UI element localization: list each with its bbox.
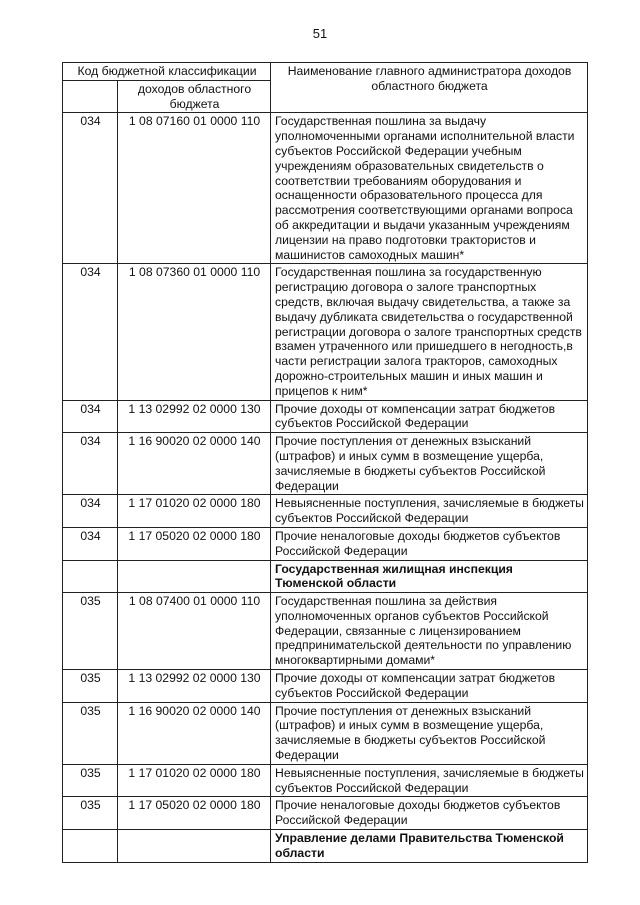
revenue-code-cell: 1 08 07160 01 0000 110 (118, 113, 271, 264)
page-number: 51 (312, 26, 328, 41)
budget-classification-table (62, 62, 588, 863)
revenue-code-cell: 1 16 90020 02 0000 140 (118, 433, 271, 495)
revenue-name-cell: Прочие доходы от компенсации затрат бюджетов субъектов Российской Федерации (271, 670, 588, 703)
admin-code-cell: 034 (63, 400, 118, 433)
revenue-code-cell: 1 08 07360 01 0000 110 (118, 264, 271, 400)
admin-code-cell (63, 560, 118, 593)
table-body (63, 113, 588, 862)
table-row (63, 797, 588, 830)
header-administrator-name: Наименование главного администратора доходов областного бюджета (271, 63, 588, 113)
revenue-name-cell: Государственная жилищная инспекция Тюменской области (271, 560, 588, 593)
table-row (63, 495, 588, 528)
revenue-name-cell: Прочие поступления от денежных взысканий (штрафов) и иных сумм в возмещение ущерба, зачисляемые в бюджеты субъектов Российской Федерации (271, 702, 588, 764)
header-admin-code (63, 80, 118, 113)
revenue-name-cell: Невыясненные поступления, зачисляемые в бюджеты субъектов Российской Федерации (271, 495, 588, 528)
revenue-code-cell (118, 560, 271, 593)
revenue-name-cell: Государственная пошлина за государственную регистрацию договора о залоге транспортных средств, включая выдачу свидетельства, а также за выдачу дубликата свидетельства о государственной регистрации договора о залоге транспортных средств взамен утраченного или пришедшего в негодность,в части регистрации залога тракторов, самоходных дорожно-строительных машин и иных машин и прицепов к ним* (271, 264, 588, 400)
table-row (63, 764, 588, 797)
revenue-name-cell: Прочие неналоговые доходы бюджетов субъектов Российской Федерации (271, 797, 588, 830)
table-row (63, 400, 588, 433)
revenue-code-cell: 1 17 05020 02 0000 180 (118, 797, 271, 830)
table-row (63, 593, 588, 670)
revenue-name-cell: Управление делами Правительства Тюменской области (271, 830, 588, 863)
table-row (63, 113, 588, 264)
revenue-code-cell: 1 13 02992 02 0000 130 (118, 670, 271, 703)
table-row (63, 527, 588, 560)
admin-code-cell: 035 (63, 593, 118, 670)
section-row (63, 560, 588, 593)
table-row (63, 702, 588, 764)
section-row (63, 830, 588, 863)
revenue-code-cell: 1 17 01020 02 0000 180 (118, 495, 271, 528)
revenue-name-cell: Прочие доходы от компенсации затрат бюджетов субъектов Российской Федерации (271, 400, 588, 433)
revenue-code-cell: 1 16 90020 02 0000 140 (118, 702, 271, 764)
table-row (63, 670, 588, 703)
admin-code-cell: 034 (63, 495, 118, 528)
revenue-name-cell: Государственная пошлина за действия уполномоченных органов субъектов Российской Федерации, связанные с лицензированием предпринимательской деятельности по управлению многоквартирными домами* (271, 593, 588, 670)
admin-code-cell: 035 (63, 670, 118, 703)
revenue-code-cell (118, 830, 271, 863)
revenue-code-cell: 1 08 07400 01 0000 110 (118, 593, 271, 670)
admin-code-cell: 035 (63, 797, 118, 830)
header-budget-classification-code: Код бюджетной классификации (63, 63, 271, 81)
admin-code-cell: 035 (63, 702, 118, 764)
admin-code-cell: 034 (63, 527, 118, 560)
table-row (63, 264, 588, 400)
admin-code-cell: 034 (63, 433, 118, 495)
revenue-name-cell: Прочие неналоговые доходы бюджетов субъектов Российской Федерации (271, 527, 588, 560)
table-row (63, 433, 588, 495)
revenue-code-cell: 1 17 01020 02 0000 180 (118, 764, 271, 797)
revenue-name-cell: Государственная пошлина за выдачу уполномоченными органами исполнительной власти субъектов Российской Федерации учебным учреждениям образовательных свидетельств о соответствии требованиям оборудования и оснащенности образовательного процесса для рассмотрения соответствующими органами вопроса об аккредитации и выдачи указанным учреждениям лицензии на право подготовки трактористов и машинистов самоходных машин* (271, 113, 588, 264)
revenue-code-cell: 1 17 05020 02 0000 180 (118, 527, 271, 560)
admin-code-cell: 034 (63, 113, 118, 264)
admin-code-cell (63, 830, 118, 863)
admin-code-cell: 034 (63, 264, 118, 400)
table-header (63, 63, 588, 113)
admin-code-cell: 035 (63, 764, 118, 797)
revenue-name-cell: Прочие поступления от денежных взысканий (штрафов) и иных сумм в возмещение ущерба, зачисляемые в бюджеты субъектов Российской Федерации (271, 433, 588, 495)
revenue-code-cell: 1 13 02992 02 0000 130 (118, 400, 271, 433)
revenue-name-cell: Невыясненные поступления, зачисляемые в бюджеты субъектов Российской Федерации (271, 764, 588, 797)
header-revenue-code: доходов областного бюджета (118, 80, 271, 113)
